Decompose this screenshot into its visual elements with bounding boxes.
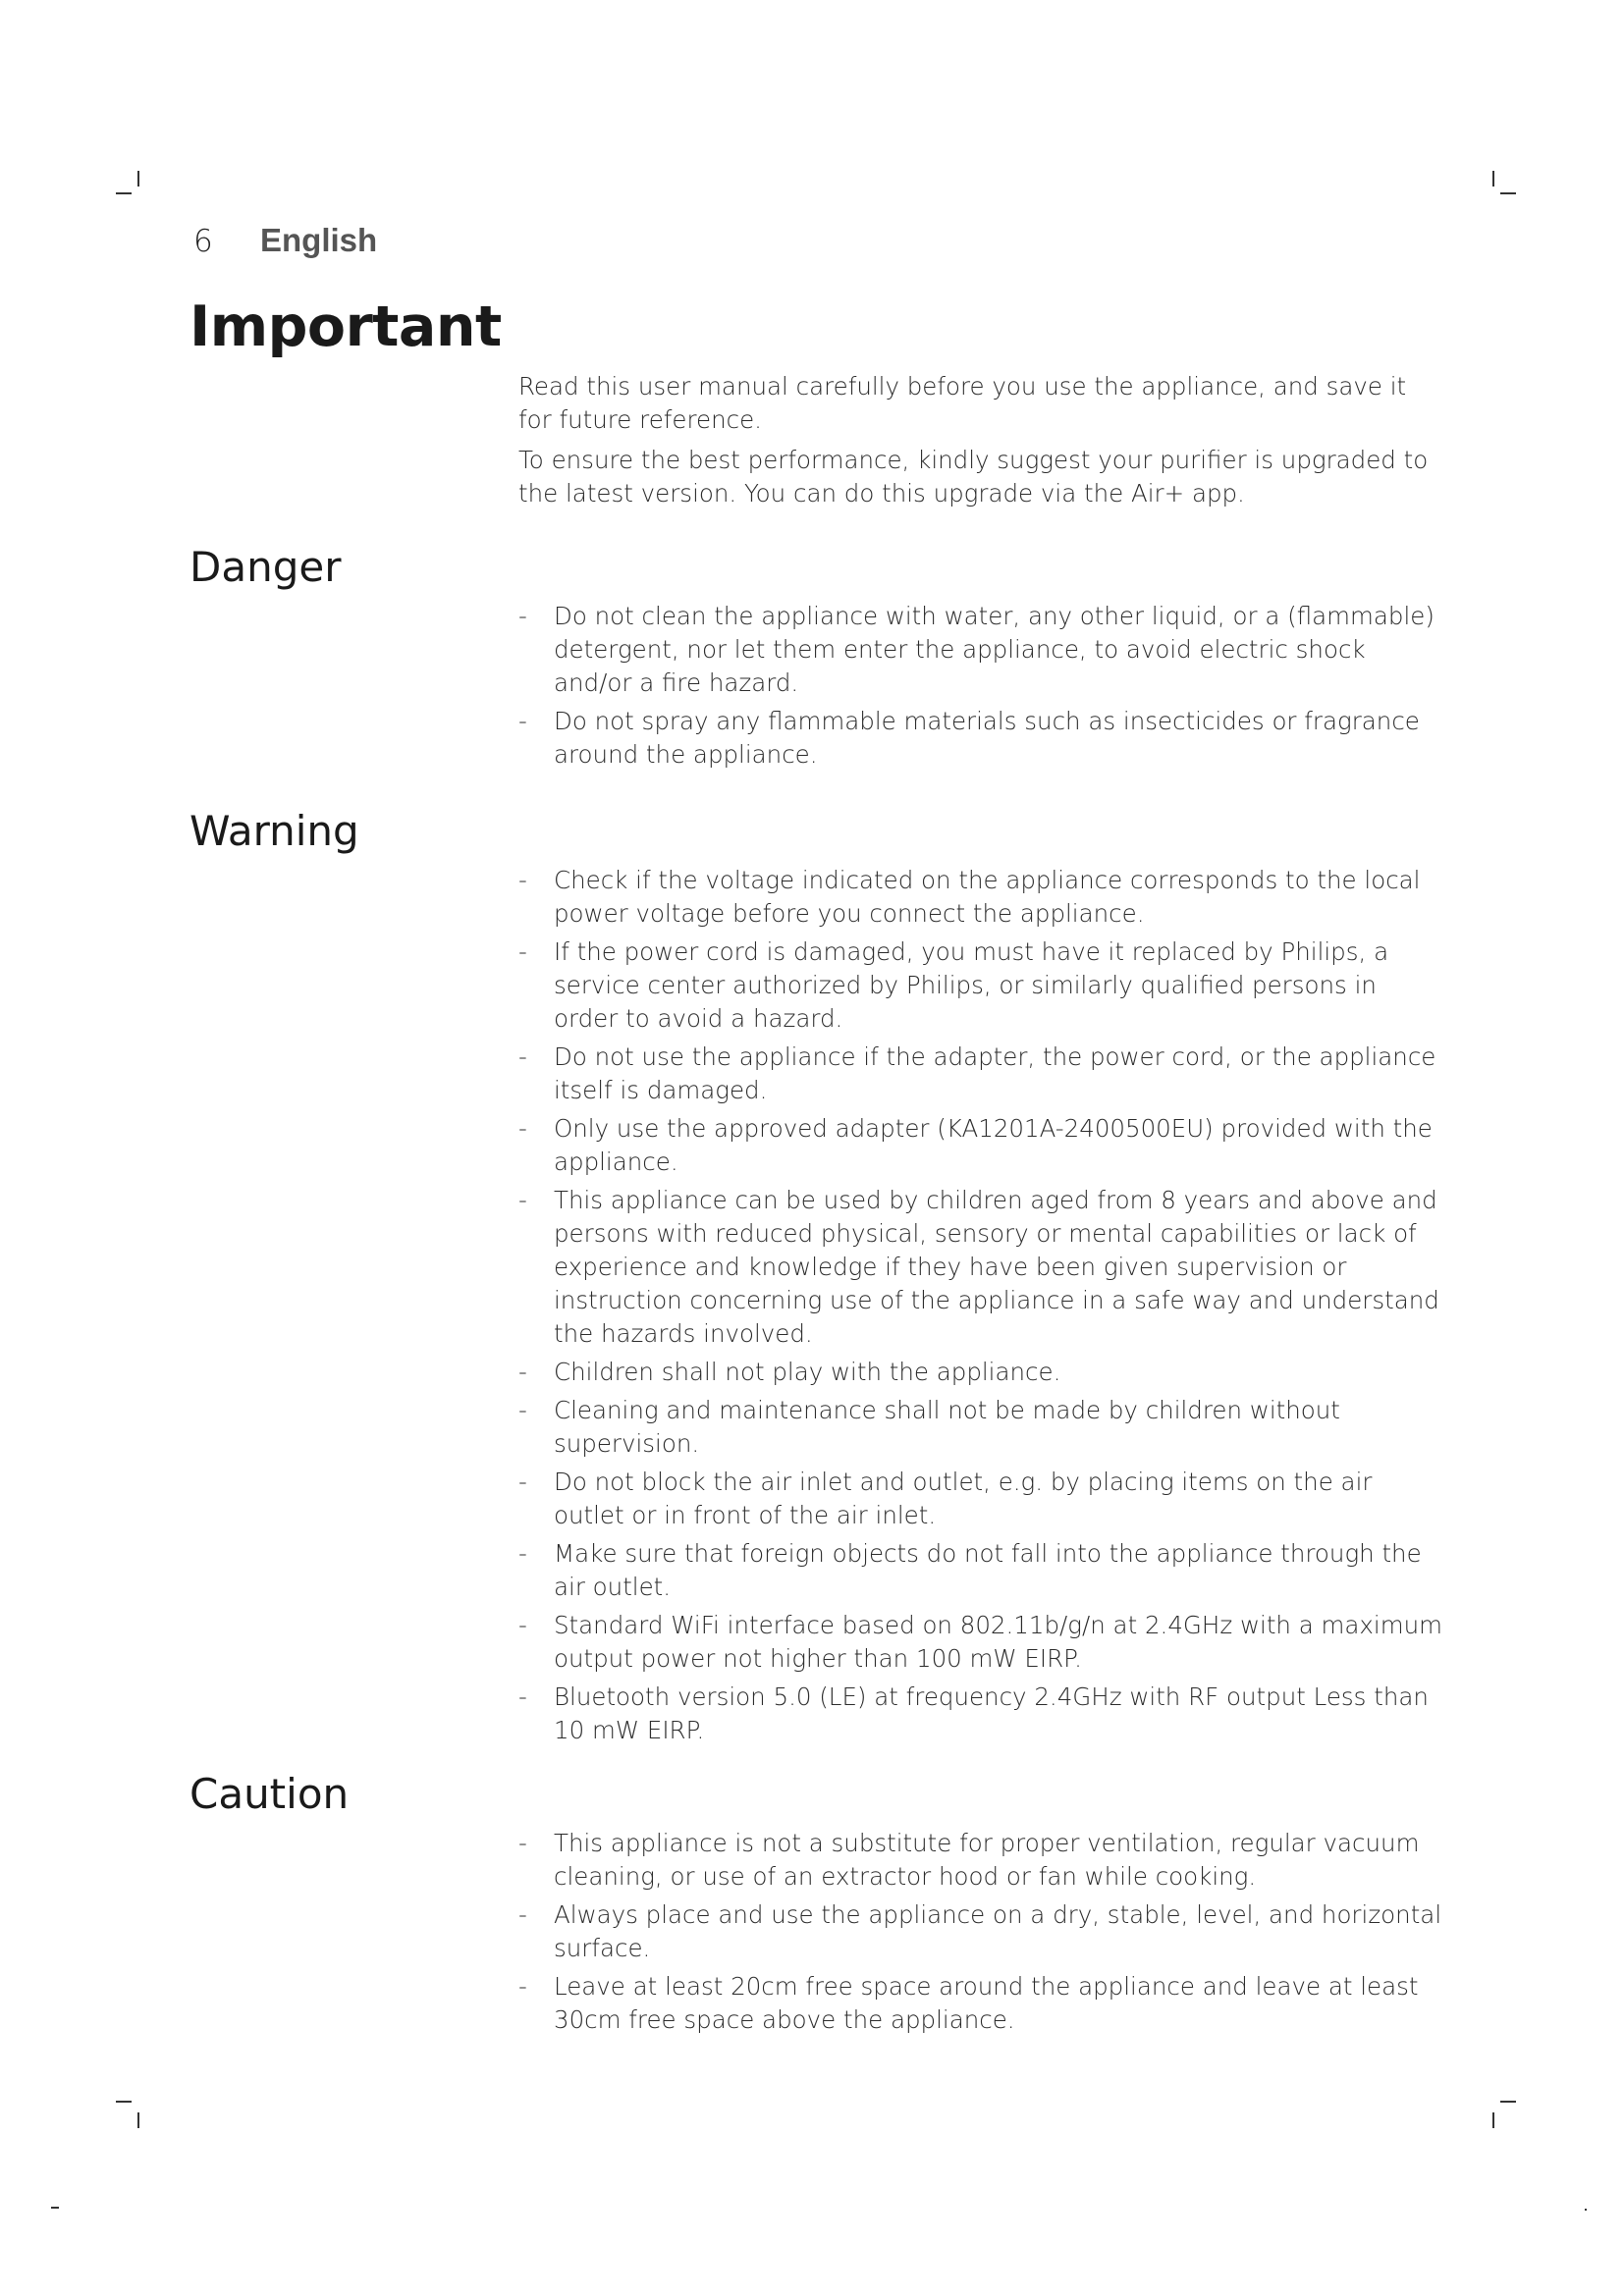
bullet-dash: -: [518, 1539, 527, 1568]
bullet-dash: -: [518, 1042, 527, 1071]
list-item: - Make sure that foreign objects do not fall into the appliance through the air outlet.: [518, 1539, 1422, 1601]
language-label: English: [260, 222, 378, 258]
bullet-dash: -: [518, 707, 527, 735]
bullet-dash: -: [518, 1829, 527, 1857]
bullet-dash: -: [518, 1358, 527, 1386]
bullet-dash: -: [518, 1611, 527, 1639]
list-item: - Do not clean the appliance with water, any other liquid, or a (flammable) detergent, nor let them enter the appliance, to avoid electric shock and/or a fire hazard.: [518, 602, 1435, 697]
bullet-dash: -: [518, 602, 527, 630]
important-paragraph-1: Read this user manual carefully before you use the appliance, and save it for future reference.: [518, 372, 1407, 434]
crop-mark-top-right-v: [1492, 171, 1494, 187]
danger-heading: Danger: [189, 543, 342, 591]
list-item: - This appliance can be used by children aged from 8 years and above and persons with reduced physical, sensory or mental capabilities or lack of experience and knowledge if they have been given supervision or instruction concerning use of the appliance in a safe way and understand the hazards involved.: [518, 1186, 1439, 1348]
list-item: - Children shall not play with the appliance.: [518, 1356, 1446, 1389]
danger-list: [518, 600, 1446, 776]
list-item: - Only use the approved adapter (KA1201A-2400500EU) provided with the appliance.: [518, 1114, 1433, 1176]
list-item: - Always place and use the appliance on a dry, stable, level, and horizontal surface.: [518, 1900, 1442, 1962]
bullet-dash: -: [518, 1900, 527, 1929]
list-item: - Standard WiFi interface based on 802.11b/g/n at 2.4GHz with a maximum output power not higher than 100 mW EIRP.: [518, 1611, 1442, 1673]
crop-mark-bottom-left-h: [116, 2101, 132, 2103]
page-number: 6: [193, 224, 213, 259]
crop-mark-footer-left: [51, 2207, 59, 2209]
bullet-dash: -: [518, 1114, 527, 1143]
bullet-dash: -: [518, 1468, 527, 1496]
bullet-dash: -: [518, 937, 527, 966]
caution-list: [518, 1827, 1446, 2042]
list-item: - If the power cord is damaged, you must have it replaced by Philips, a service center authorized by Philips, or similarly qualified persons in order to avoid a hazard.: [518, 937, 1389, 1033]
important-paragraph-2: To ensure the best performance, kindly suggest your purifier is upgraded to the latest version. You can do this upgrade via the Air+ app.: [518, 446, 1429, 507]
crop-mark-top-left-v: [137, 171, 139, 187]
crop-mark-bottom-right-v: [1492, 2112, 1494, 2128]
list-item: - Leave at least 20cm free space around the appliance and leave at least 30cm free space above the appliance.: [518, 1972, 1419, 2034]
warning-heading: Warning: [189, 807, 359, 855]
caution-heading: Caution: [189, 1770, 350, 1818]
crop-mark-top-left-h: [116, 192, 132, 194]
crop-mark-top-right-h: [1500, 192, 1516, 194]
bullet-dash: -: [518, 1682, 527, 1711]
list-item: - Check if the voltage indicated on the appliance corresponds to the local power voltage before you connect the appliance.: [518, 866, 1421, 928]
page-header: [193, 222, 377, 259]
list-item: - Bluetooth version 5.0 (LE) at frequency 2.4GHz with RF output Less than 10 mW EIRP.: [518, 1682, 1429, 1744]
bullet-dash: -: [518, 1186, 527, 1214]
list-item: - Do not use the appliance if the adapter, the power cord, or the appliance itself is damaged.: [518, 1042, 1436, 1104]
bullet-dash: -: [518, 1972, 527, 2001]
crop-mark-bottom-right-h: [1500, 2101, 1516, 2103]
crop-mark-footer-right: [1585, 2209, 1587, 2211]
list-item: - Do not spray any flammable materials such as insecticides or fragrance around the appliance.: [518, 707, 1420, 769]
important-heading: Important: [189, 294, 502, 359]
list-item: - Do not block the air inlet and outlet, e.g. by placing items on the air outlet or in front of the air inlet.: [518, 1468, 1373, 1529]
crop-mark-bottom-left-v: [137, 2112, 139, 2128]
bullet-dash: -: [518, 866, 527, 894]
warning-list: [518, 864, 1446, 1752]
list-item: - This appliance is not a substitute for proper ventilation, regular vacuum cleaning, or use of an extractor hood or fan while cooking.: [518, 1829, 1420, 1891]
bullet-dash: -: [518, 1396, 527, 1424]
list-item: - Cleaning and maintenance shall not be made by children without supervision.: [518, 1396, 1340, 1458]
